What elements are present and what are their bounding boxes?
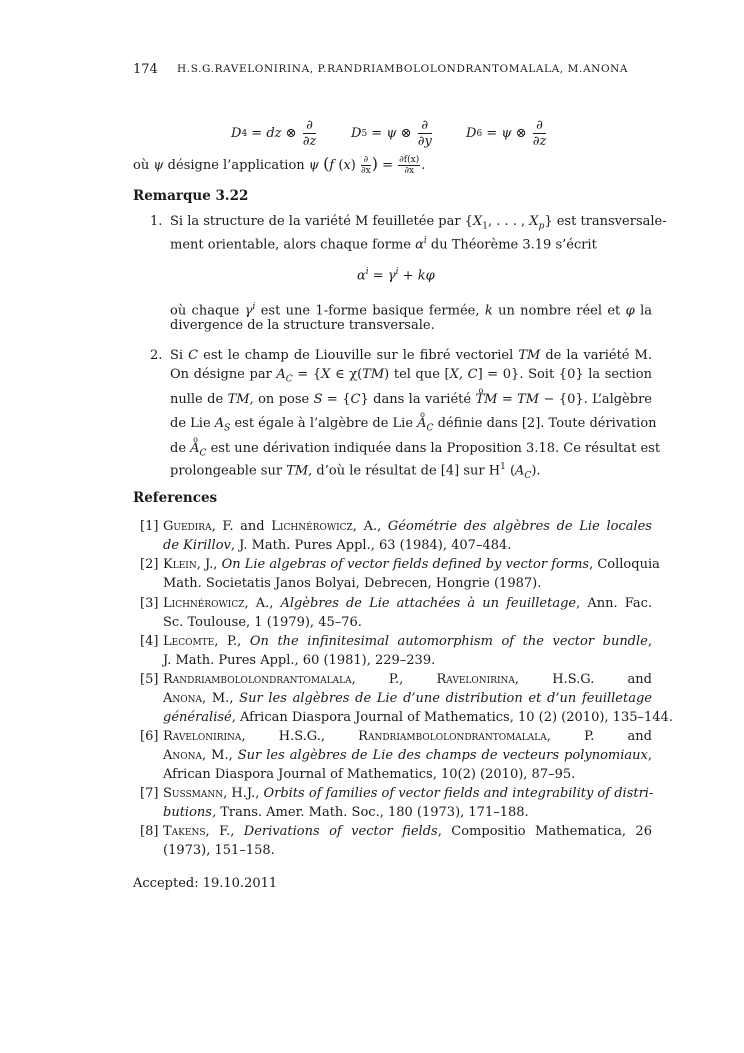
remark-item1-number: 1.: [150, 214, 163, 229]
ref-1-line2: de Kirillov, J. Math. Pures Appl., 63 (1984), 407–484.: [163, 538, 512, 553]
ref-8-line2: (1973), 151–158.: [163, 843, 275, 858]
remark-item2-line6: prolongeable sur TM, d’où le résultat de [4] sur $H^1$ $(A_C)$.: [170, 462, 541, 481]
author-header: H.S.G.RAVELONIRINA, P.RANDRIAMBOLOLONDRANTOMALALA, M.ANONA: [177, 63, 629, 75]
ref-3-number: [3]: [140, 596, 159, 611]
ref-6-line2: Anona, M., Sur les algèbres de Lie des champs de vecteurs polynomiaux,: [163, 748, 652, 763]
references-title: References: [133, 490, 218, 506]
ref-7-line1: Sussmann, H.J., Orbits of families of vector fields and integrability of distri-: [163, 786, 654, 801]
ref-7-number: [7]: [140, 786, 159, 801]
ref-5-line2: Anona, M., Sur les algèbres de Lie d’une distribution et d’un feuilletage: [163, 691, 652, 706]
equation-d6: D 6 = ψ ⊗ $\frac{\partial}{\partial z}$: [466, 118, 547, 149]
remark-item2-number: 2.: [150, 348, 163, 363]
equation-d4: D 4 = dz ⊗ $\frac{\partial}{\partial z}$: [231, 118, 317, 149]
ref-8-line1: Takens, F., Derivations of vector fields, Compositio Mathematica, 26: [163, 824, 652, 839]
remark-item2-line4: de Lie $A_S$ est égale à l’algèbre de Lie o $A_C$ définie dans [2]. Toute dérivation: [170, 416, 652, 437]
remark-item1-formula: $\alpha^i = \gamma^i + k\varphi$: [357, 267, 435, 284]
ref-5-number: [5]: [140, 672, 159, 687]
ref-4-line2: J. Math. Pures Appl., 60 (1981), 229–239.: [163, 653, 436, 668]
remark-item2-line3: nulle de TM, on pose S = {C} dans la variété o TM = TM − {0}. L’algèbre: [170, 392, 652, 408]
remark-item1-line1: Si la structure de la variété M feuilletée par {$X_1$, . . . , $X_p$} est transversale-: [170, 214, 667, 232]
remark-item2-line1: Si C est le champ de Liouville sur le fibré vectoriel TM de la variété M.: [170, 348, 652, 363]
ref-4-line1: Lecomte, P., On the infinitesimal automorphism of the vector bundle,: [163, 634, 652, 649]
ref-2-line2: Math. Societatis Janos Bolyai, Debrecen, Hongrie (1987).: [163, 576, 542, 591]
remark-item1-line3: où chaque $\gamma^i$ est une 1-forme basique fermée, k un nombre réel et φ la: [170, 302, 653, 319]
remark-item2-line2: On désigne par $A_C = \{X$ ∈ χ(TM) tel que [X, C] = 0}. Soit {0} la section: [170, 367, 652, 385]
ref-6-number: [6]: [140, 729, 159, 744]
remark-title: Remarque 3.22: [133, 188, 249, 204]
ref-6-line3: African Diaspora Journal of Mathematics, 10(2) (2010), 87–95.: [163, 767, 576, 782]
ref-6-line1: Ravelonirina, H.S.G., Randriambololondrantomalala, P. and: [163, 729, 652, 744]
ref-5-line3: généralisé, African Diaspora Journal of Mathematics, 10 (2) (2010), 135–144.: [163, 710, 673, 725]
ref-5-line1: Randriambololondrantomalala, P., Ravelonirina, H.S.G. and: [163, 672, 652, 687]
ref-1-number: [1]: [140, 519, 159, 534]
equation-d5: D 5 = ψ ⊗ $\frac{\partial}{\partial y}$: [351, 118, 432, 149]
ref-2-number: [2]: [140, 557, 159, 572]
remark-item2-line5: de o $A_C$ est une dérivation indiquée dans la Proposition 3.18. Ce résultat est: [170, 441, 652, 462]
remark-item1-line4: divergence de la structure transversale.: [170, 318, 435, 333]
psi-definition: où ψ désigne l’application ψ (f (x) $\frac{\partial}{\partial x}$ ) = $\frac{\partial f(x)}{\partial x}$ .: [133, 154, 426, 176]
ref-2-line1: Klein, J., On Lie algebras of vector fields defined by vector forms, Colloquia: [163, 557, 660, 572]
accepted-date: Accepted: 19.10.2011: [133, 876, 278, 891]
ref-3-line2: Sc. Toulouse, 1 (1979), 45–76.: [163, 615, 362, 630]
page-number: 174: [133, 62, 158, 77]
ref-4-number: [4]: [140, 634, 159, 649]
ref-8-number: [8]: [140, 824, 159, 839]
ref-3-line1: Lichnérowicz, A., Algèbres de Lie attachées à un feuilletage, Ann. Fac.: [163, 596, 652, 611]
remark-item1-line2: ment orientable, alors chaque forme $\alpha^i$ du Théorème 3.19 s’écrit: [170, 236, 597, 253]
ref-1-line1: Guedira, F. and Lichnérowicz, A., Géométrie des algèbres de Lie locales: [163, 519, 652, 534]
ref-7-line2: butions, Trans. Amer. Math. Soc., 180 (1973), 171–188.: [163, 805, 529, 820]
